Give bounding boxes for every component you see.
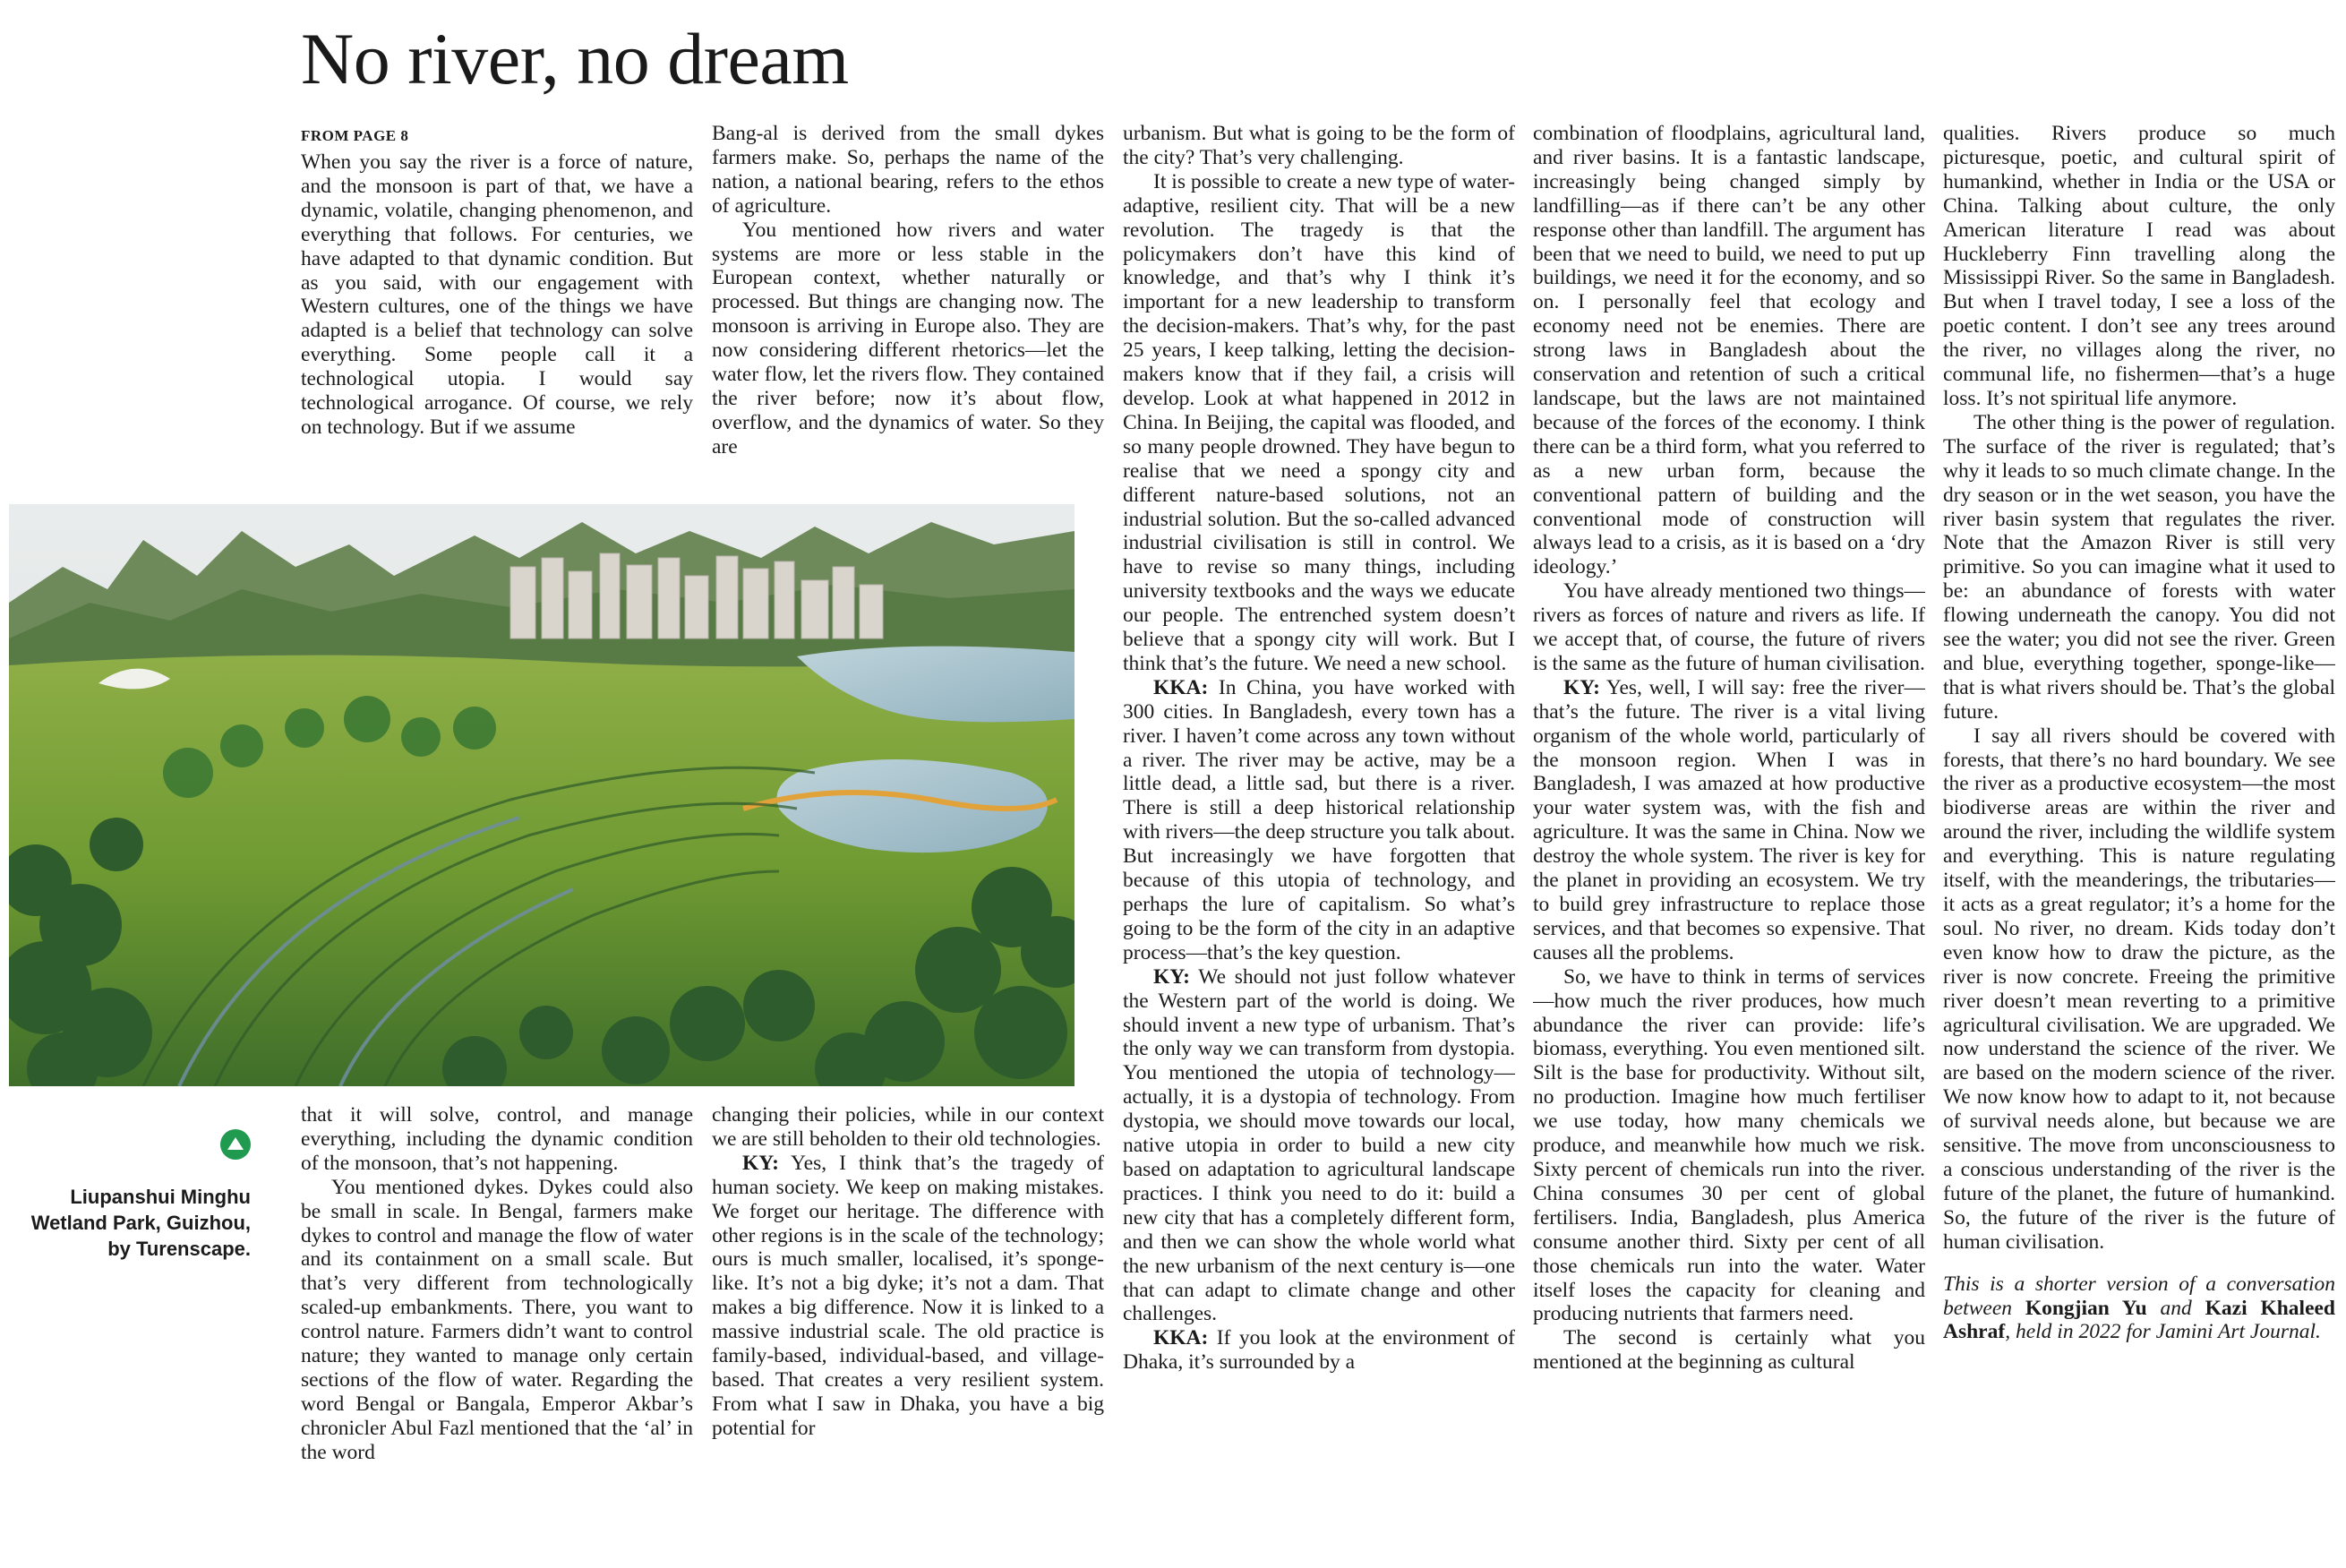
paragraph: You mentioned how rivers and water systems are more or less stable in the European context, whether naturally or processed. But things are changing now. The monsoon is arriving in Europe also. They are now considering different rhetorics—let the water flow, let the rivers flow. They contained the river before; now it’s about flow, overflow, and the dynamics of water. So they are (712, 218, 1104, 458)
paragraph: The second is certainly what you mentioned at the beginning as cultural (1533, 1326, 1925, 1375)
paragraph (1533, 676, 1925, 965)
paragraph: You mentioned dykes. Dykes could also be small in scale. In Bengal, farmers make dykes to control and manage the flow of water and its containment on a small scale. But that’s very different from technologically scaled-up embankments. There, you want to control nature. Farmers didn’t want to control nature; they wanted to manage only certain sections of the flow of water. Regarding the word Bengal or Bangala, Emperor Akbar’s chronicler Abul Fazl mentioned that the ‘al’ in the word (301, 1175, 693, 1464)
paragraph: I say all rivers should be covered with forests, that there’s no hard boundary. We see the river as a productive ecosystem—the most biodiverse areas are within the river and around the river, including the wildlife system and everything. This is nature regulating itself, with the meanderings, the tributaries—it acts as a great regulator; it’s a home for the soul. No river, no dream. Kids today don’t even know how to draw the picture, as the river is now concrete. Freeing the primitive river doesn’t mean reverting to a primitive agricultural civilisation. We are upgraded. We now understand the science of the river. We are based on the modern science of the river. We now know how to adapt to it, not because of survival needs alone, but because we are sensitive. The move from unconsciousness to a conscious understanding of the river is the future of the planet, the future of humankind. So, the future of the river is the future of human civilisation. (1943, 724, 2335, 1254)
paragraph (1123, 965, 1515, 1327)
paragraph: combination of floodplains, agricultural land, and river basins. It is a fantastic landscape, increasingly being changed simply by landfilling—as if there can’t be any other response other than landfill. The argument has been that we need to build, we need to put up buildings, we need it for the economy, and so on. I personally feel that ecology and economy need not be enemies. There are strong laws in Bangladesh about the conservation and retention of such a critical landscape, but the laws are not maintained because of the forces of the economy. I think there can be a third form, what you referred to as a new urban form, because the conventional pattern of building and the conventional mode of construction will always lead to a crisis, as it is based on a ‘dry ideology.’ (1533, 122, 1925, 579)
column-1-bottom (301, 1103, 693, 1568)
credit-text: , held in 2022 for Jamini Art Journal. (2005, 1320, 2321, 1344)
speaker-label: KKA: (1153, 675, 1209, 699)
speaker-label: KY: (742, 1151, 779, 1175)
column-2-top (712, 122, 1104, 485)
caption-line: Liupanshui Minghu (70, 1186, 251, 1208)
paragraph: You have already mentioned two things—rivers as forces of nature and rivers as life. If we accept that, of course, the future of rivers is the same as the future of human civilisation. (1533, 579, 1925, 675)
wetland-park-photo (9, 504, 1075, 1086)
paragraph: qualities. Rivers produce so much picturesque, poetic, and cultural spirit of humankind, whether in India or the USA or China. Talking about culture, the only American literature I read was about Huckleberry Finn travelling along the Mississippi River. So the same in Bangladesh. But when I travel today, I see a loss of the poetic content. I don’t see any trees around the river, no villages along the river, no communal life, no fishermen—that’s a huge loss. It’s not spiritual life anymore. (1943, 122, 2335, 410)
paragraph (1123, 676, 1515, 965)
paragraph: It is possible to create a new type of water-adaptive, resilient city. That will be a new revolution. The tragedy is that the policymakers don’t have this kind of knowledge, and that’s why I think it’s important for a new leadership to transform the decision-makers. That’s why, for the past 25 years, I keep talking, letting the decision-makers know that if they fail, a crisis will develop. Look at what happened in 2012 in China. In Beijing, the capital was flooded, and so many people drowned. They have begun to realise that we need a spongy city and different nature-based solutions, not an industrial solution. But the so-called advanced industrial civilisation is still in control. We have to revise so many things, including university textbooks and the ways we educate our people. The entrenched system doesn’t believe that a spongy city will work. But I think that’s the future. We need a new school. (1123, 169, 1515, 675)
paragraph: So, we have to think in terms of services—how much the river produces, how much abundance the river can provide: life’s biomass, everything. You even mentioned silt. Silt is the base for productivity. Without silt, no production. Imagine how much fertiliser we use today, how many chemicals we produce, and meanwhile how much we risk. Sixty percent of chemicals run into the river. China consumes 30 per cent of global fertilisers. India, Bangladesh, plus America consume another third. Sixty per cent of all those chemicals run into the water. Water itself loses the capacity for cleaning and producing nutrients that farmers need. (1533, 964, 1925, 1326)
column-5 (1943, 122, 2335, 1568)
paragraph: When you say the river is a force of nature, and the monsoon is part of that, we have a dynamic, volatile, changing phenomenon, and everything that follows. For centuries, we have adapted to that dynamic condition. But as you said, with our engagement with Western cultures, one of the things we have adapted is a belief that technology can solve everything. Some people call it a technological utopia. I would say technological arrogance. Of course, we rely on technology. But if we assume (301, 150, 693, 439)
caption-line: by Turenscape. (107, 1238, 251, 1260)
credit-note (1943, 1272, 2335, 1345)
speech-text: Yes, well, I will say: free the river—that’s the future. The river is a vital living organism of the whole world, particularly of the monsoon region. When I was in Bangladesh, I was amazed at how productive your water system was, with the fish and agriculture. It was the same in China. Now we destroy the whole system. The river is key for the planet in providing an ecosystem. We try to build grey infrastructure to replace those services, and that becomes so expensive. That causes all the problems. (1533, 675, 1925, 964)
column-4 (1533, 122, 1925, 1568)
interviewee-name: Kongjian Yu (2025, 1296, 2147, 1320)
paragraph: changing their policies, while in our context we are still beholden to their old technologies. (712, 1103, 1104, 1151)
paragraph: The other thing is the power of regulation. The surface of the river is regulated; that’s why it leads to so much climate change. In the dry season or in the wet season, you have the river basin system that regulates the river. Note that the Amazon River is still very primitive. So you can imagine what it used to be: an abundance of forests with water flowing underneath the canopy. You did not see the water; you did not see the river. Green and blue, everything together, sponge-like—that is what rivers should be. That’s the global future. (1943, 410, 2335, 724)
paragraph (1123, 1326, 1515, 1375)
column-3 (1123, 122, 1515, 1568)
column-1-top (301, 125, 693, 485)
speaker-label: KY: (1563, 675, 1600, 699)
wetland-landscape-illustration (9, 504, 1075, 1086)
credit-text: This is a shorter version of a conversation between (1943, 1272, 2335, 1320)
speaker-label: KKA: (1153, 1326, 1209, 1350)
paragraph: Bang-al is derived from the small dykes farmers make. So, perhaps the name of the nation, a national bearing, refers to the ethos of agriculture. (712, 122, 1104, 218)
speech-text: Yes, I think that’s the tragedy of human society. We keep on making mistakes. We forget our heritage. The difference with other regions is in the scale of the technology; ours is much smaller, localised, it’s sponge-like. It’s not a big dyke; it’s not a dam. That makes a big difference. Now it is linked to a massive industrial scale. The old practice is family-based, individual-based, and village-based. That creates a very resilient system. From what I saw in Dhaka, you have a big potential for (712, 1151, 1104, 1440)
speech-text: In China, you have worked with 300 cities. In Bangladesh, every town has a river. I haven’t come across any town without a river. The river may be active, may be a little dead, a little sad, but there is a river. There is still a deep historical relationship with rivers—the deep structure you talk about. But increasingly we have forgotten that because of this utopia of technology, and perhaps the lure of capitalism. So what’s going to be the form of the city in an adaptive process—that’s the key question. (1123, 675, 1515, 964)
headline: No river, no dream (301, 18, 849, 99)
column-2-bottom (712, 1103, 1104, 1568)
paragraph (712, 1152, 1104, 1441)
speaker-label: KY: (1153, 964, 1190, 989)
paragraph: urbanism. But what is going to be the form of the city? That’s very challenging. (1123, 122, 1515, 169)
speech-text: If you look at the environment of Dhaka, it’s surrounded by a (1123, 1326, 1515, 1375)
speech-text: We should not just follow whatever the Western part of the world is doing. We should invent a new type of urbanism. That’s the only way we can transform from dystopia. You mentioned the utopia of technology—actually, it is a dystopia of technology. From dystopia, we should move towards our local, native utopia in order to build a new city based on adaptation to agricultural landscape practices. I think you need to do it: build a new city that has a completely different form, and then we can show the whole world what the new urbanism of the next century is—one that can adapt to climate change and other challenges. (1123, 964, 1515, 1326)
photo-caption (14, 1184, 251, 1262)
from-page-label: FROM PAGE 8 (301, 127, 409, 144)
caption-line: Wetland Park, Guizhou, (30, 1212, 251, 1234)
credit-text: and (2146, 1296, 2205, 1320)
interviewer-name: Kazi Khaleed Ashraf (1943, 1296, 2335, 1344)
triangle-up-icon (220, 1129, 251, 1160)
paragraph: that it will solve, control, and manage everything, including the dynamic condition of the monsoon, that’s not happening. (301, 1103, 693, 1175)
